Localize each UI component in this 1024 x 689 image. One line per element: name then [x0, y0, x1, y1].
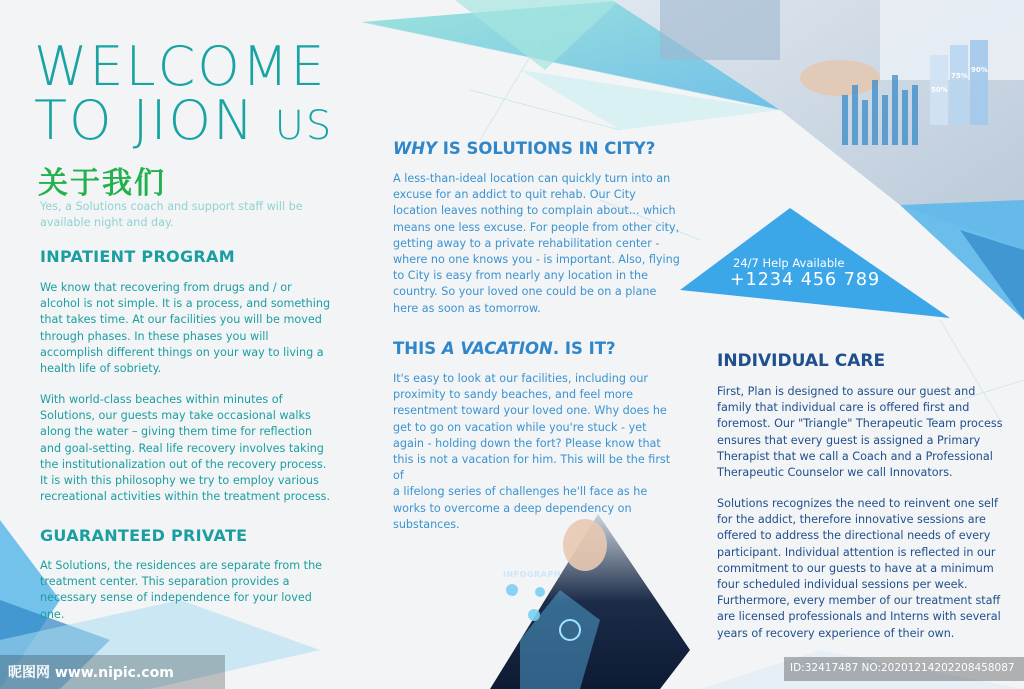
individual-care-para2: Solutions recognizes the need to reinvent one self for the addict, therefore innovative sessions are offered to address the directional needs of every participant. Individual attention is reflected in our commitment to our guests to have at a minimum four scheduled individual sessions per week. Furthermore, every member of our treatment staff are licensed professionals and Interns with several years of recovery experience of their own. — [717, 497, 1001, 640]
inpatient-para1: We know that recovering from drugs and / or alcohol is not simple. It is a process, and something that takes time. At our facilities you will be moved through phases. In these phases you will accomplish different things on your way to living a health life of sobriety. — [40, 281, 331, 376]
vacation-heading-italic: A VACATION — [441, 339, 553, 358]
photo-hand — [800, 60, 880, 96]
welcome-title-line2 — [34, 89, 334, 152]
individual-care-para1: First, Plan is designed to assure our guest and family that individual care is offered first and foremost. Our "Triangle" Therapeutic Team process ensures that every guest is assigned a Primary Therapist that we call a Coach and a Professional Therapeutic Counselor we call Innovators. — [717, 385, 1003, 480]
vacation-para: It's easy to look at our facilities, including our proximity to sandy beaches, and feel more resentment toward your loved one. Why does he get to go on vacation while you're stuck - yet again - holding down the fort? Please know that this is not a vacation for him. This will be the first of a lifelong series of challenges he'll face as he works to overcome a deep dependency on substances. — [393, 372, 671, 531]
chart-badge-90: 90% — [971, 66, 988, 74]
vacation-heading-end: . IS IT? — [552, 339, 616, 358]
guaranteed-heading: GUARANTEED PRIVATE — [40, 526, 248, 545]
infographic-label: INFOGRAPH — [503, 570, 561, 579]
why-heading-rest: IS SOLUTIONS IN CITY? — [436, 139, 656, 158]
help-available-label: 24/7 Help Available — [733, 256, 845, 270]
infographic-dot-icon-2 — [535, 587, 545, 597]
individual-care-heading: INDIVIDUAL CARE — [717, 351, 886, 371]
watermark-site: 昵图网 www.nipic.com — [8, 665, 174, 681]
why-heading — [393, 139, 655, 158]
welcome-title-us: US — [274, 103, 334, 149]
vacation-heading-start: THIS — [393, 339, 442, 358]
welcome-title-line1: WELCOME — [34, 35, 327, 98]
infographic-dot-icon — [506, 584, 518, 596]
infographic-dot-icon-3 — [528, 609, 540, 621]
vacation-heading — [393, 339, 616, 358]
inpatient-heading: INPATIENT PROGRAM — [40, 247, 235, 266]
guaranteed-para: At Solutions, the residences are separate from the treatment center. This separation provides a necessary sense of independence for your loved one. — [40, 559, 323, 621]
help-phone-number[interactable]: +1234 456 789 — [730, 270, 881, 290]
photo-person-arm — [660, 0, 780, 60]
why-heading-italic: WHY — [393, 139, 437, 158]
chinese-subtitle: 关于我们 — [38, 166, 166, 201]
intro-text: Yes, a Solutions coach and support staff will be available night and day. — [40, 200, 303, 229]
inpatient-para2: With world-class beaches within minutes of Solutions, our guests may take occasional walks along the water – giving them time for reflection and goal-setting. Real life recovery involves taking the institutionalization out of the recovery process. It is with this philosophy we try to employ various recreational activities within the treatment process. — [40, 393, 331, 504]
welcome-title-to-jion: TO JION — [34, 89, 256, 152]
chart-badge-50: 50% — [931, 86, 948, 94]
chart-badge-75: 75% — [951, 72, 968, 80]
watermark-id: ID:32417487 NO:20201214202208458087 — [790, 662, 1015, 674]
why-para: A less-than-ideal location can quickly turn into an excuse for an addict to quit rehab. Our City location leaves nothing to complain about... which means one less excuse. For people from other city, getting away to a private rehabilitation center - where no one knows you - is important. Also, flying to City is easy from nearly any location in the country. So your loved one could be on a plane here as soon as tomorrow. — [393, 172, 680, 315]
